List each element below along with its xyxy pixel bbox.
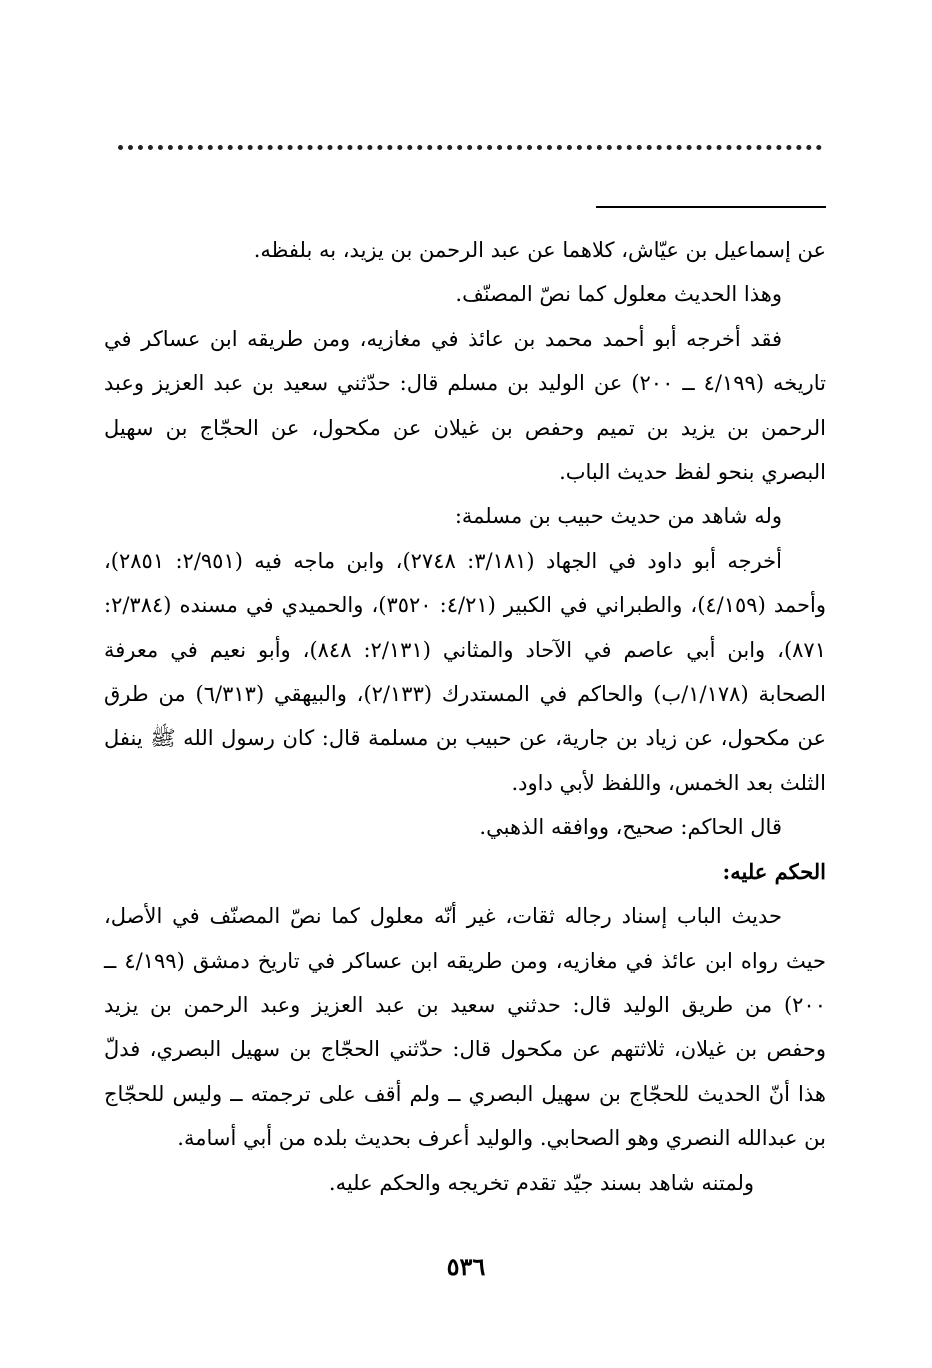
paragraph-8: ولمتنه شاهد بسند جيّد تقدم تخريجه والحكم عليه. xyxy=(328,1170,754,1195)
body-text xyxy=(104,228,826,1205)
paragraph-3: فقد أخرجه أبو أحمد محمد بن عائذ في مغازيه، ومن طريقه ابن عساكر في تاريخه (٤/١٩٩ ــ ٢٠٠) عن الوليد بن مسلم قال: حدّثني سعيد بن عبد العزيز وعبد الرحمن بن يزيد بن تميم وحفص بن غيلان عن مكحول، عن الحجّاج بن سهيل البصري بنحو لفظ حديث الباب. xyxy=(104,326,827,485)
footnote-rule xyxy=(596,206,826,208)
paragraph-2: وهذا الحديث معلول كما نصّ المصنّف. xyxy=(455,282,782,307)
paragraph-7: حديث الباب إسناد رجاله ثقات، غير أنّه معلول كما نصّ المصنّف في الأصل، حيث رواه ابن عائذ في مغازيه، ومن طريقه ابن عساكر في تاريخ دمشق (٤/١٩٩ ــ ٢٠٠) من طريق الوليد قال: حدثني سعيد بن عبد العزيز وعبد الرحمن بن يزيد وحفص بن غيلان، ثلاثتهم عن مكحول قال: حدّثني الحجّاج بن سهيل البصري، فدلّ هذا أنّ الحديث للحجّاج بن سهيل البصري ــ ولم أقف على ترجمته ــ وليس للحجّاج بن عبدالله النصري وهو الصحابي. والوليد أعرف بحديث بلده من أبي أسامة. xyxy=(104,904,826,1151)
paragraph-1: عن إسماعيل بن عيّاش، كلاهما عن عبد الرحمن بن يزيد، به بلفظه. xyxy=(253,238,826,262)
dotted-separator xyxy=(118,145,822,150)
section-heading: الحكم عليه: xyxy=(722,858,826,884)
paragraph-5: أخرجه أبو داود في الجهاد (٣/١٨١: ٢٧٤٨)، وابن ماجه فيه (٢/٩٥١: ٢٨٥١)، وأحمد (٤/١٥٩)، والطبراني في الكبير (٤/٢١: ٣٥٢٠)، والحميدي في مسنده (٢/٣٨٤: ٨٧١)، وابن أبي عاصم في الآحاد والمثاني (٢/١٣١: ٨٤٨)، وأبو نعيم في معرفة الصحابة (١/١٧٨/ب) والحاكم في المستدرك (٢/١٣٣)، والبيهقي (٦/٣١٣) من طرق عن مكحول، عن زياد بن جارية، عن حبيب بن مسلمة قال: كان رسول الله ﷺ ينفل الثلث بعد الخمس، واللفظ لأبي داود. xyxy=(104,548,826,795)
page-number: ٥٣٦ xyxy=(446,1252,486,1281)
paragraph-6: قال الحاكم: صحيح، ووافقه الذهبي. xyxy=(479,815,782,840)
paragraph-4: وله شاهد من حديث حبيب بن مسلمة: xyxy=(454,504,782,529)
